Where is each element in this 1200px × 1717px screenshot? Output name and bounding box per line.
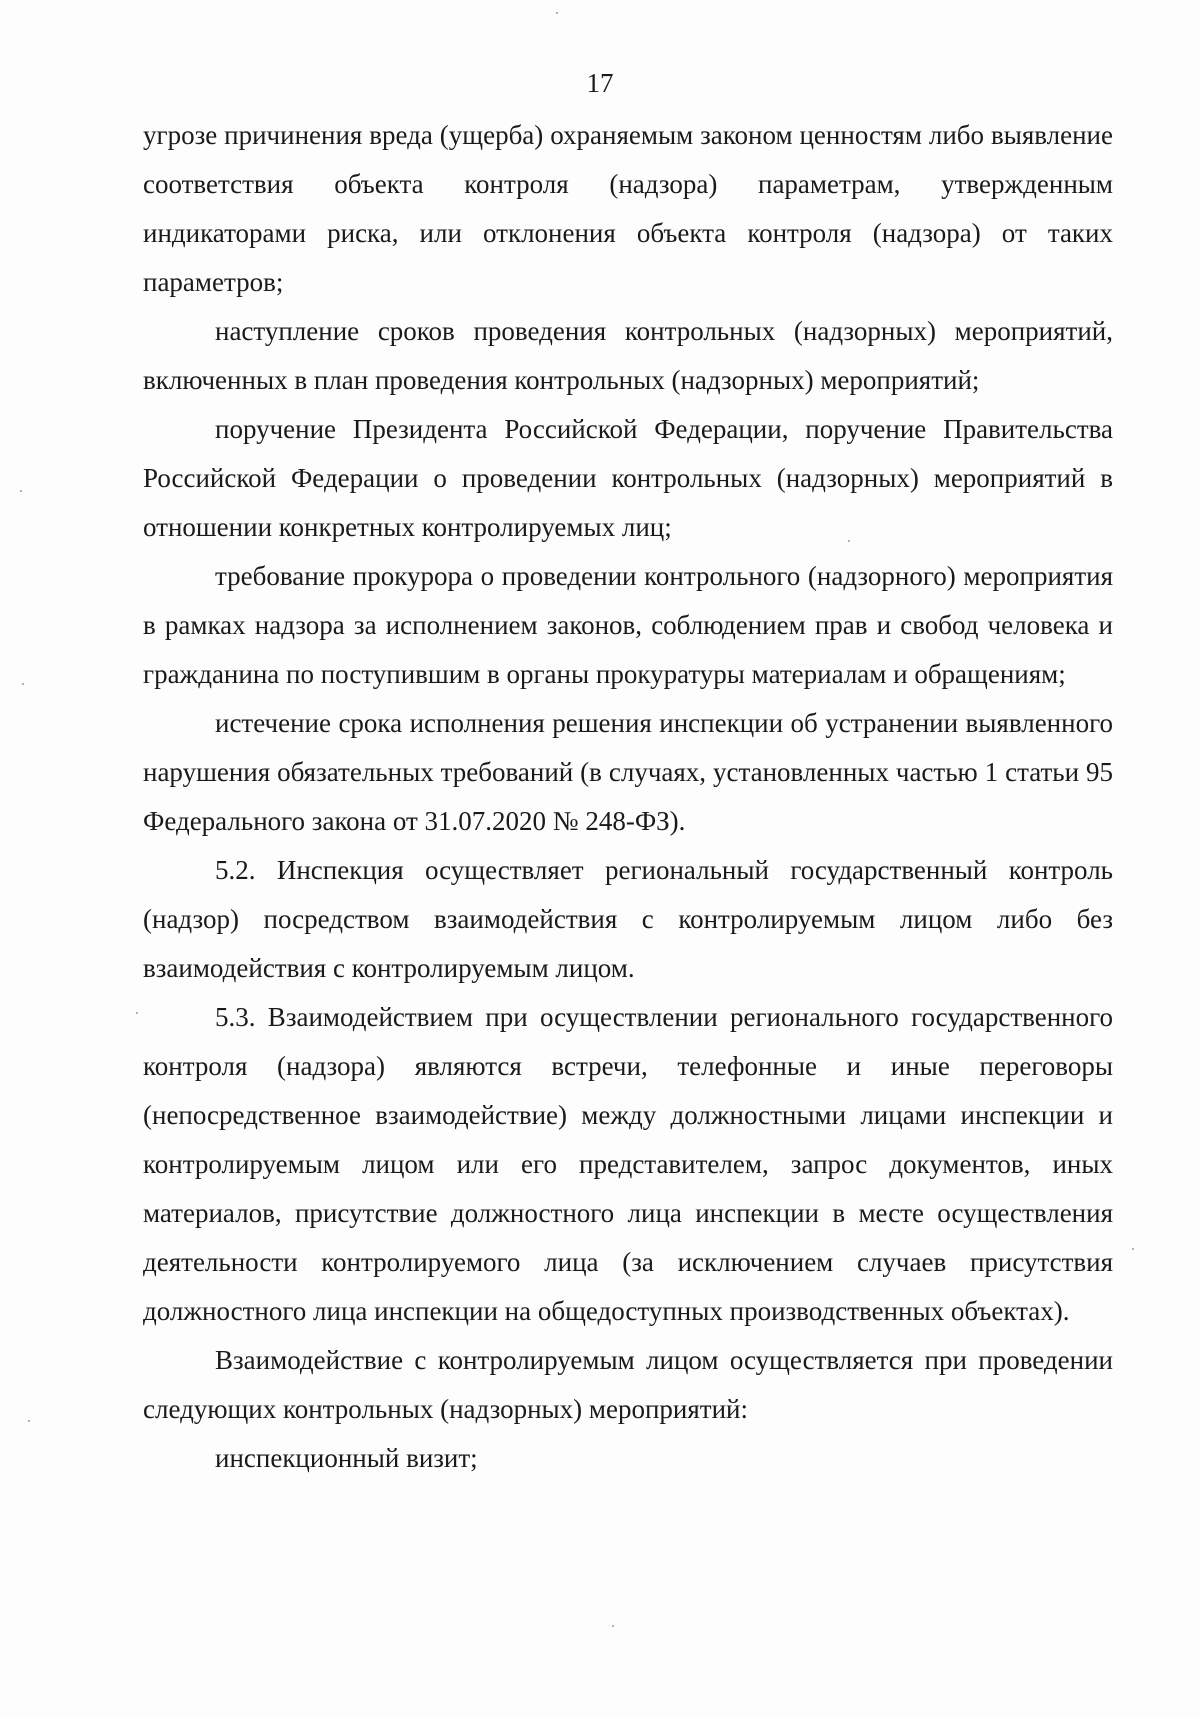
paragraph-decision-expiry: истечение срока исполнения решения инспекции об устранении выявленного нарушения обязательных требований (в случаях, установленных частью 1 статьи 95 Федерального закона от 31.07.2020 № 248-ФЗ). [143,708,1113,836]
scan-speck [848,540,850,542]
scan-speck [28,1420,30,1422]
paragraph-plan-deadlines: наступление сроков проведения контрольных (надзорных) мероприятий, включенных в план проведения контрольных (надзорных) мероприятий; [143,316,1113,395]
paragraph-section-5-2: 5.2. Инспекция осуществляет региональный государственный контроль (надзор) посредством взаимодействия с контролируемым лицом либо без взаимодействия с контролируемым лицом. [143,855,1113,983]
page-number: 17 [586,68,614,98]
paragraph-president-order: поручение Президента Российской Федерации, поручение Правительства Российской Федерации о проведении контрольных (надзорных) мероприятий в отношении конкретных контролируемых лиц; [143,414,1113,542]
paragraph-risk-indicators: угрозе причинения вреда (ущерба) охраняемым законом ценностям либо выявление соответствия объекта контроля (надзора) параметрам, утвержденным индикаторами риска, или отклонения объекта контроля (надзора) от таких параметров; [143,120,1113,297]
scan-speck [20,490,22,492]
scan-speck [612,1625,614,1627]
paragraph-prosecutor-demand: требование прокурора о проведении контрольного (надзорного) мероприятия в рамках надзора за исполнением законов, соблюдением прав и свобод человека и гражданина по поступившим в органы прокуратуры материалам и обращениям; [143,561,1113,689]
scan-speck [136,1012,138,1014]
paragraph-section-5-3: 5.3. Взаимодействием при осуществлении регионального государственного контроля (надзора) являются встречи, телефонные и иные переговоры (непосредственное взаимодействие) между должностными лицами инспекции и контролируемым лицом или его представителем, запрос документов, иных материалов, присутствие должностного лица инспекции в месте осуществления деятельности контролируемого лица (за исключением случаев присутствия должностного лица инспекции на общедоступных производственных объектах). [143,1002,1113,1326]
paragraph-interaction-events: Взаимодействие с контролируемым лицом осуществляется при проведении следующих контрольных (надзорных) мероприятий: [143,1345,1113,1424]
scan-speck [1132,1248,1134,1250]
scan-speck [22,683,24,685]
paragraph-inspection-visit: инспекционный визит; [215,1443,478,1473]
document-body [143,111,1113,1483]
scan-speck [556,12,558,14]
